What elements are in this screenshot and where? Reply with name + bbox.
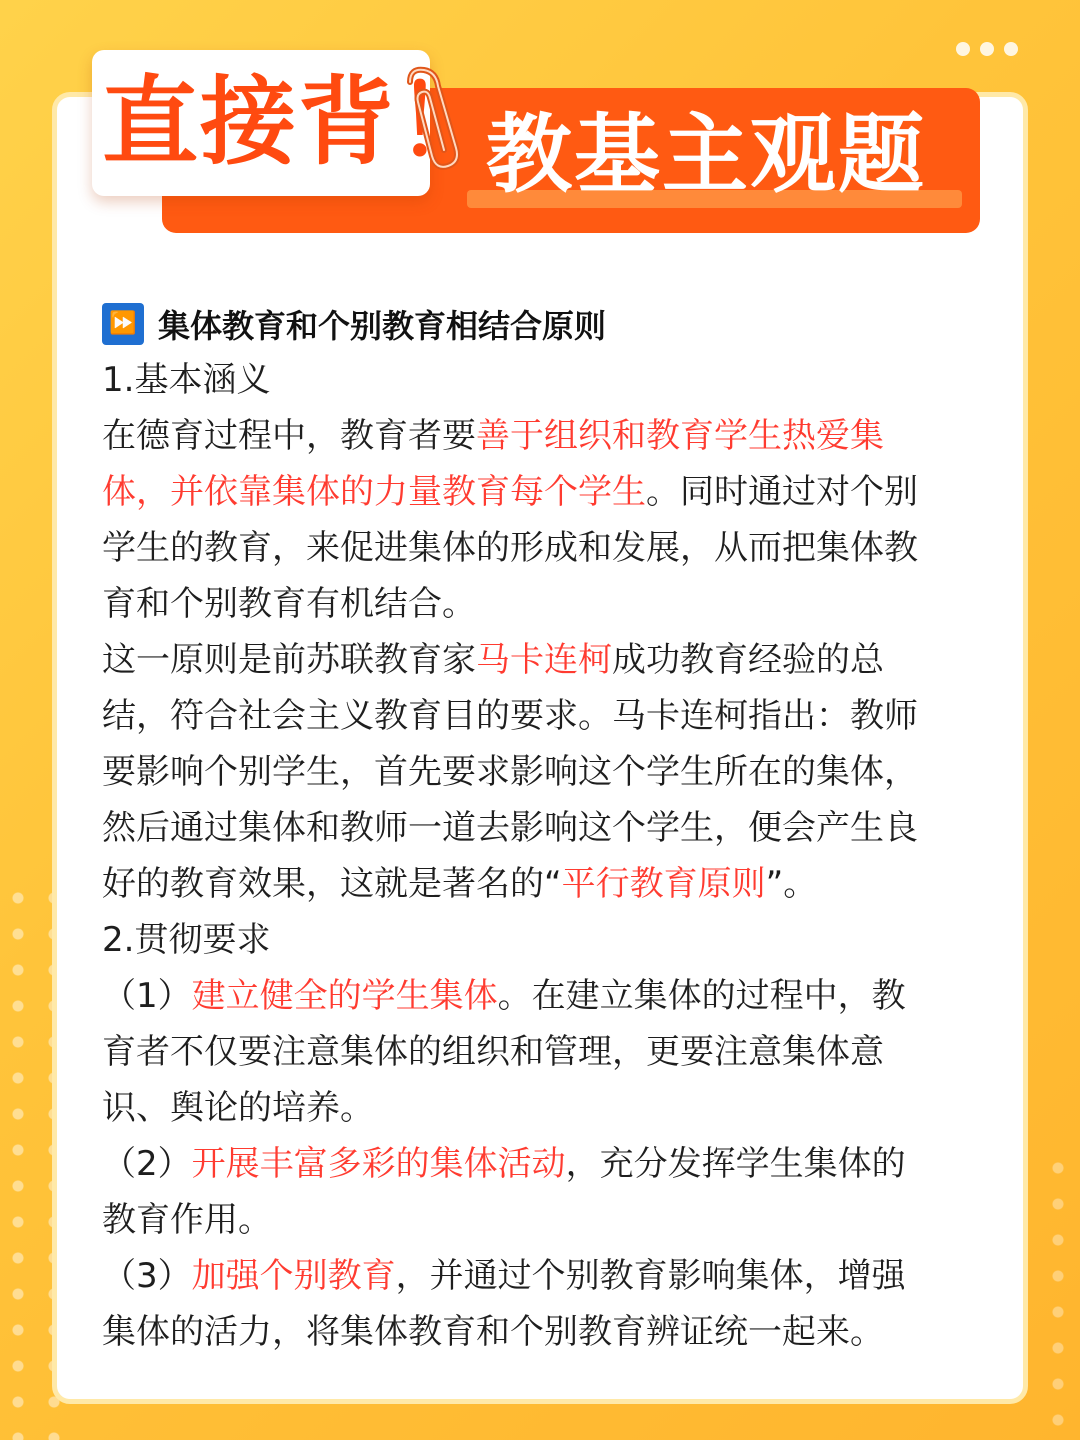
article-body [102, 296, 1002, 1360]
highlighted-text: 加强个别教育 [191, 1256, 396, 1296]
body-text: 然后通过集体和教师一道去影响这个学生，便会产生良 [102, 808, 918, 848]
paragraph-lines [102, 352, 1002, 1360]
text-line [102, 744, 1002, 800]
highlighted-text: 平行教育原则 [561, 864, 766, 904]
text-line [102, 632, 1002, 688]
text-line [102, 1080, 1002, 1136]
text-line [102, 1024, 1002, 1080]
body-text: 好的教育效果，这就是著名的“ [102, 864, 562, 904]
highlighted-text: 体，并依靠集体的力量教育每个学生 [102, 472, 646, 512]
text-line [102, 800, 1002, 856]
title-right: 教基主观题 [486, 105, 926, 205]
body-text: 要影响个别学生，首先要求影响这个学生所在的集体， [102, 752, 918, 792]
body-text: 育和个别教育有机结合。 [102, 584, 476, 624]
title-left: 直接背！ [102, 66, 494, 178]
body-text: 2.贯彻要求 [102, 920, 271, 960]
body-text: 。同时通过对个别 [646, 472, 918, 512]
text-line [102, 1192, 1002, 1248]
text-line [102, 1136, 1002, 1192]
body-text: ，并通过个别教育影响集体，增强 [395, 1256, 906, 1296]
body-text: 育者不仅要注意集体的组织和管理，更要注意集体意 [102, 1032, 884, 1072]
decorative-dots-corner [956, 42, 1018, 56]
text-line [102, 688, 1002, 744]
paperclip-icon [390, 62, 470, 172]
section-title: 集体教育和个别教育相结合原则 [158, 307, 607, 345]
text-line [102, 856, 1002, 912]
body-text: （1） [102, 976, 192, 1016]
body-text: 教育作用。 [102, 1200, 272, 1240]
text-line [102, 576, 1002, 632]
body-text: 成功教育经验的总 [612, 640, 884, 680]
text-line [102, 912, 1002, 968]
body-text: 这一原则是前苏联教育家 [102, 640, 476, 680]
section-heading [102, 296, 1002, 352]
text-line [102, 352, 1002, 408]
decorative-dots-left [0, 880, 60, 1440]
text-line [102, 408, 1002, 464]
text-line [102, 1304, 1002, 1360]
fast-forward-icon: ⏩ [102, 303, 144, 345]
body-text: ，充分发挥学生集体的 [565, 1144, 906, 1184]
highlighted-text: 马卡连柯 [476, 640, 612, 680]
text-line [102, 1248, 1002, 1304]
body-text: 结，符合社会主义教育目的要求。马卡连柯指出：教师 [102, 696, 918, 736]
body-text: 学生的教育，来促进集体的形成和发展，从而把集体教 [102, 528, 918, 568]
body-text: （3） [102, 1256, 192, 1296]
text-line [102, 464, 1002, 520]
text-line [102, 968, 1002, 1024]
body-text: 1.基本涵义 [102, 360, 271, 400]
highlighted-text: 建立健全的学生集体 [191, 976, 498, 1016]
body-text: ”。 [765, 864, 818, 904]
body-text: 集体的活力，将集体教育和个别教育辨证统一起来。 [102, 1312, 884, 1352]
body-text: 识、舆论的培养。 [102, 1088, 374, 1128]
body-text: 在德育过程中，教育者要 [102, 416, 476, 456]
body-text: （2） [102, 1144, 192, 1184]
highlighted-text: 开展丰富多彩的集体活动 [191, 1144, 566, 1184]
highlighted-text: 善于组织和教育学生热爱集 [476, 416, 884, 456]
text-line [102, 520, 1002, 576]
decorative-dots-right [1040, 1150, 1080, 1430]
body-text: 。在建立集体的过程中，教 [497, 976, 906, 1016]
